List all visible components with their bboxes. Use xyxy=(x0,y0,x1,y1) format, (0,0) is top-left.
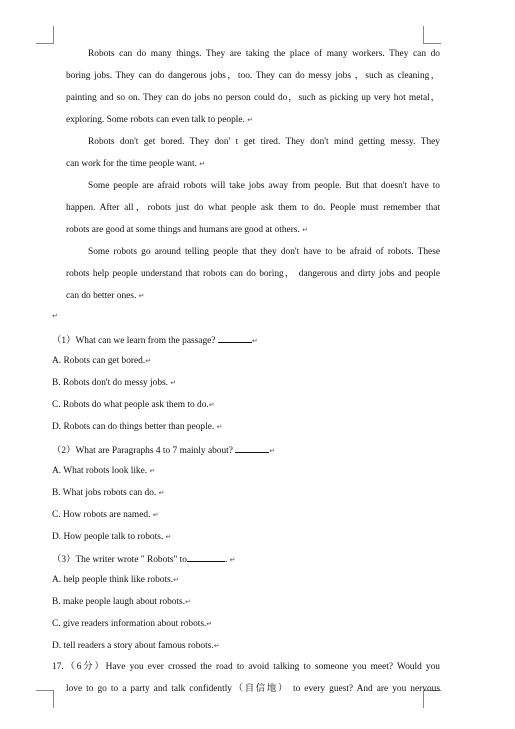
question-17-line1: 17.（6分）Have you ever crossed the road to avoid talking to someone you meet? Would you xyxy=(52,662,440,672)
question-3-option-c: C. give readers information about robots.↵ xyxy=(52,619,213,629)
question-1-option-d: D. Robots can do things better than people. ↵ xyxy=(52,422,223,432)
question-3-option-b: B. make people laugh about robots.↵ xyxy=(52,597,191,607)
passage-para1-line4: exploring. Some robots can even talk to people. ↵ xyxy=(66,115,254,125)
passage-para2-line2: can work for the time people want. ↵ xyxy=(66,159,206,169)
passage-para2-line1: Robots don't get bored. They don' t get tired. They don't mind getting messy. They xyxy=(88,137,440,147)
question-3-option-d: D. tell readers a story about famous robots.↵ xyxy=(52,641,220,651)
passage-para4-line3: can do better ones. ↵ xyxy=(66,291,145,301)
question-17-line2: love to go to a party and talk confidently（自信地） to every guest? And are you nervous xyxy=(66,684,440,694)
passage-para1-line3: painting and so on. They can do jobs no person could do，such as picking up very hot metal， xyxy=(66,93,440,103)
answer-blank xyxy=(218,333,252,343)
corner-mark-bottom-left xyxy=(36,690,54,708)
question-2-option-d: D. How people talk to robots. ↵ xyxy=(52,532,172,542)
corner-mark-top-left xyxy=(36,26,54,44)
passage-para3-line3: robots are good at some things and humans are good at others. ↵ xyxy=(66,225,309,235)
question-2-option-b: B. What jobs robots can do. ↵ xyxy=(52,488,165,498)
question-2-stem: （2）What are Paragraphs 4 to 7 mainly about? ↵ xyxy=(52,443,440,458)
question-1-option-b: B. Robots don't do messy jobs. ↵ xyxy=(52,378,177,388)
passage-para1-line1: Robots can do many things. They are taking the place of many workers. They can do xyxy=(88,49,440,59)
question-3-stem: （3）The writer wrote " Robots" to . ↵ xyxy=(52,552,440,567)
question-1-option-c: C. Robots do what people ask them to do.↵ xyxy=(52,400,215,410)
corner-mark-top-right xyxy=(423,26,441,44)
question-1-option-a: A. Robots can get bored.↵ xyxy=(52,356,152,366)
passage-para4-line2: robots help people understand that robots can do boring， dangerous and dirty jobs and people xyxy=(66,269,440,279)
passage-para3-line1: Some people are afraid robots will take jobs away from people. But that doesn't have to xyxy=(88,181,440,191)
question-3-option-a: A. help people think like robots.↵ xyxy=(52,575,179,585)
passage-para4-line1: Some robots go around telling people that they don't have to be afraid of robots. These xyxy=(88,247,440,257)
passage-para3-line2: happen. After all，robots just do what people ask them to do. People must remember that xyxy=(66,203,440,213)
passage-para1-line2: boring jobs. They can do dangerous jobs，too. They can do messy jobs ，such as cleaning， xyxy=(66,71,440,81)
question-2-option-a: A. What robots look like. ↵ xyxy=(52,466,156,476)
answer-blank xyxy=(235,443,269,453)
question-2-option-c: C. How robots are named. ↵ xyxy=(52,510,159,520)
empty-paragraph-mark: ↵ xyxy=(52,312,58,320)
answer-blank xyxy=(187,552,225,562)
question-1-stem: （1）What can we learn from the passage? ↵ xyxy=(52,333,440,348)
